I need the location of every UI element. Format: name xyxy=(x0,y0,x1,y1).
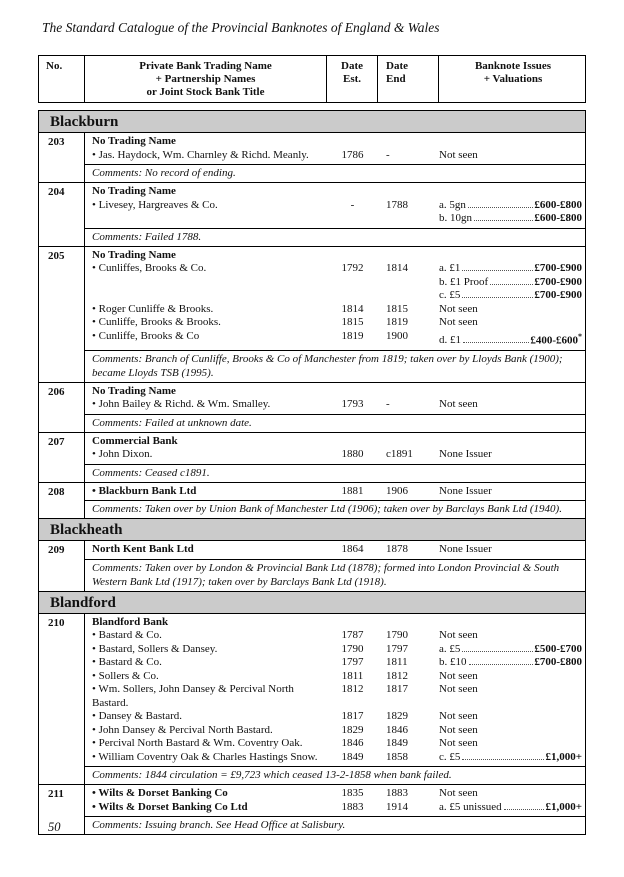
date-established: 1881 xyxy=(341,484,364,497)
entry-main xyxy=(85,541,585,591)
date-established: 1797 xyxy=(341,656,364,669)
partnership-name: • John Bailey & Richd. & Wm. Smalley. xyxy=(92,398,271,411)
partnership-name: • Bastard & Co. xyxy=(92,656,162,669)
valuation-value: £700-£900 xyxy=(534,275,582,288)
entry-line xyxy=(85,435,585,449)
date-established: 1790 xyxy=(341,642,364,655)
valuation-value: £700-£900 xyxy=(534,262,582,274)
dotted-leader xyxy=(462,651,533,652)
partnership-name: • Dansey & Bastard. xyxy=(92,710,182,723)
banknote-issue xyxy=(439,276,587,290)
entry-comments: Comments: Branch of Cunliffe, Brooks & Co of Manchester from 1819; taken over by Lloyds Bank (1900); became Lloyds TSB (1995). xyxy=(85,350,585,382)
entry-line xyxy=(85,316,585,330)
banknote-issue: Not seen xyxy=(439,316,478,328)
date-ended: 1906 xyxy=(386,484,408,497)
entry-line xyxy=(85,385,585,399)
catalogue-body xyxy=(38,110,586,835)
banknote-issue xyxy=(439,751,587,765)
banknote-issue xyxy=(439,289,587,303)
date-established: 1786 xyxy=(341,148,364,161)
date-ended: 1883 xyxy=(386,787,408,800)
header-date-end xyxy=(378,56,439,102)
entry-number: 209 xyxy=(39,541,85,591)
date-ended: 1858 xyxy=(386,750,408,763)
partnership-name: No Trading Name xyxy=(92,248,176,261)
entry-line xyxy=(85,330,585,348)
header-date-end-line1: Date xyxy=(386,60,408,72)
entry-comments: Comments: No record of ending. xyxy=(85,164,585,182)
section-header-blackheath: Blackheath xyxy=(39,519,585,541)
date-established: 1835 xyxy=(341,787,364,800)
partnership-name: North Kent Bank Ltd xyxy=(92,543,194,556)
date-established: 1811 xyxy=(341,669,364,682)
header-date-est-line2: Est. xyxy=(342,73,362,85)
date-ended: 1812 xyxy=(386,669,408,682)
header-banknote-issues xyxy=(439,56,587,102)
header-bank-name-line3: or Joint Stock Bank Title xyxy=(146,86,265,98)
banknote-issue: Not seen xyxy=(439,723,478,736)
entry-main xyxy=(85,183,585,246)
partnership-name: • Jas. Haydock, Wm. Charnley & Richd. Meanly. xyxy=(92,148,309,161)
banknote-issue xyxy=(439,330,587,348)
partnership-name: • Cunliffes, Brooks & Co. xyxy=(92,262,207,274)
header-date-end-line2: End xyxy=(386,73,406,85)
table-row xyxy=(39,383,585,433)
banknote-issue xyxy=(439,199,587,213)
table-row xyxy=(39,785,585,834)
entry-line xyxy=(85,448,585,462)
issue-label: a. £5 unissued xyxy=(439,800,502,813)
partnership-name: • Livesey, Hargreaves & Co. xyxy=(92,198,218,211)
dotted-leader xyxy=(462,270,533,271)
entry-line xyxy=(85,135,585,149)
header-bank-name-line1: Private Bank Trading Name xyxy=(139,60,272,72)
entry-number: 206 xyxy=(39,383,85,432)
entry-line xyxy=(85,724,585,738)
issue-label: a. £1 xyxy=(439,262,461,274)
valuation-value: £600-£800 xyxy=(534,212,582,224)
partnership-name: • Cunliffe, Brooks & Brooks. xyxy=(92,316,221,328)
partnership-name: No Trading Name xyxy=(92,185,176,197)
partnership-name: • Wm. Sollers, John Dansey & Percival North Bastard. xyxy=(92,683,294,709)
banknote-issue xyxy=(439,262,587,276)
date-established: 1819 xyxy=(341,329,364,342)
date-established: 1792 xyxy=(341,262,364,274)
issue-label: b. 10gn xyxy=(439,212,472,224)
entry-comments: Comments: Failed at unknown date. xyxy=(85,414,585,432)
valuation-value: £700-£800 xyxy=(534,656,582,669)
entry-main xyxy=(85,433,585,482)
valuation-value: £600-£800 xyxy=(534,198,582,211)
date-ended: 1819 xyxy=(386,316,408,328)
entry-number: 203 xyxy=(39,133,85,182)
dotted-leader xyxy=(462,759,544,760)
date-ended: c1891 xyxy=(386,448,413,461)
partnership-name: • William Coventry Oak & Charles Hastings Snow. xyxy=(92,750,318,763)
dotted-leader xyxy=(469,664,534,665)
date-established: 1829 xyxy=(341,723,364,736)
banknote-issue xyxy=(439,212,587,226)
header-banknote-issues-line2: + Valuations xyxy=(483,73,543,85)
partnership-name: • Percival North Bastard & Wm. Coventry Oak. xyxy=(92,737,303,750)
date-established: 1880 xyxy=(341,448,364,461)
issue-label: b. £1 Proof xyxy=(439,275,489,288)
date-established: - xyxy=(350,198,355,211)
date-ended: 1900 xyxy=(386,329,408,342)
dotted-leader xyxy=(490,284,533,285)
entry-main xyxy=(85,785,585,834)
table-row xyxy=(39,433,585,483)
date-established: 1815 xyxy=(341,316,364,328)
issue-label: a. £5 xyxy=(439,642,461,655)
date-established: 1814 xyxy=(341,302,364,315)
header-bank-name-line2: + Partnership Names xyxy=(155,73,256,85)
entry-line xyxy=(85,801,585,815)
valuation-value: £700-£900 xyxy=(534,289,582,301)
date-ended: 1814 xyxy=(386,262,408,274)
date-established: 1864 xyxy=(341,543,364,556)
issue-label: d. £1 xyxy=(439,334,461,347)
date-ended: 1790 xyxy=(386,629,408,642)
banknote-issue: None Issuer xyxy=(439,484,492,497)
entry-main xyxy=(85,133,585,182)
entry-comments: Comments: Taken over by London & Provincial Bank Ltd (1878); formed into London Provincial & South Western Bank Ltd (1917); taken over by Barclays Bank Ltd (1918). xyxy=(85,559,585,591)
partnership-name: • Wilts & Dorset Banking Co Ltd xyxy=(92,800,248,813)
date-ended: - xyxy=(386,148,390,161)
date-ended: 1811 xyxy=(386,656,408,669)
dotted-leader xyxy=(463,342,529,343)
date-established: 1846 xyxy=(341,737,364,750)
page-number: 50 xyxy=(48,820,61,834)
partnership-name: • Bastard & Co. xyxy=(92,629,162,642)
valuation-value: £400-£600* xyxy=(530,331,582,347)
partnership-name: No Trading Name xyxy=(92,384,176,397)
partnership-name: No Trading Name xyxy=(92,135,176,147)
header-bank-name xyxy=(85,56,327,102)
entry-comments: Comments: 1844 circulation = £9,723 which ceased 13-2-1858 when bank failed. xyxy=(85,766,585,784)
banknote-issue: Not seen xyxy=(439,398,478,411)
date-established: 1812 xyxy=(341,683,364,696)
valuation-footnote-marker: * xyxy=(578,331,582,341)
banknote-issue: None Issuer xyxy=(439,543,492,556)
section-header-blackburn: Blackburn xyxy=(39,111,585,133)
date-established: 1883 xyxy=(341,800,364,813)
date-ended: 1849 xyxy=(386,737,408,750)
partnership-name: • Sollers & Co. xyxy=(92,669,159,682)
entry-line xyxy=(85,485,585,499)
entry-line xyxy=(85,751,585,765)
date-established: 1849 xyxy=(341,750,364,763)
date-ended: 1815 xyxy=(386,302,408,315)
valuation-value: £500-£700 xyxy=(534,642,582,655)
entry-line xyxy=(85,670,585,684)
banknote-issue: Not seen xyxy=(439,302,478,315)
column-header-table xyxy=(38,55,586,103)
banknote-issue xyxy=(439,656,587,670)
table-row xyxy=(39,247,585,383)
banknote-issue: None Issuer xyxy=(439,448,492,461)
entry-main xyxy=(85,383,585,432)
entry-line xyxy=(85,149,585,163)
table-row xyxy=(39,183,585,247)
entry-number: 204 xyxy=(39,183,85,246)
entry-comments: Comments: Issuing branch. See Head Office at Salisbury. xyxy=(85,816,585,834)
entry-line xyxy=(85,185,585,199)
date-ended: 1846 xyxy=(386,723,408,736)
entry-line xyxy=(85,643,585,657)
header-no: No. xyxy=(39,56,85,102)
entry-main xyxy=(85,614,585,785)
entry-number: 205 xyxy=(39,247,85,382)
entry-line xyxy=(85,710,585,724)
date-established: 1817 xyxy=(341,710,364,723)
entry-line xyxy=(85,249,585,263)
running-title: The Standard Catalogue of the Provincial Banknotes of England & Wales xyxy=(42,20,440,35)
entry-line xyxy=(85,212,585,226)
date-ended: 1878 xyxy=(386,543,408,556)
table-row xyxy=(39,614,585,786)
entry-number: 207 xyxy=(39,433,85,482)
partnership-name: • John Dixon. xyxy=(92,448,153,461)
entry-line xyxy=(85,543,585,557)
date-ended: - xyxy=(386,398,390,411)
banknote-issue: Not seen xyxy=(439,629,478,642)
partnership-name: • Wilts & Dorset Banking Co xyxy=(92,787,228,800)
entry-number: 211 xyxy=(39,785,85,834)
entry-line xyxy=(85,683,585,710)
entry-line xyxy=(85,398,585,412)
entry-line xyxy=(85,303,585,317)
date-established: 1787 xyxy=(341,629,364,642)
table-row xyxy=(39,541,585,592)
table-row xyxy=(39,133,585,183)
entry-comments: Comments: Failed 1788. xyxy=(85,228,585,246)
section-header-blandford: Blandford xyxy=(39,592,585,614)
entry-comments: Comments: Taken over by Union Bank of Manchester Ltd (1906); taken over by Barclays Bank Ltd (1940). xyxy=(85,500,585,518)
banknote-issue: Not seen xyxy=(439,710,478,723)
entry-main xyxy=(85,483,585,519)
banknote-issue: Not seen xyxy=(439,737,478,750)
partnership-name: • Blackburn Bank Ltd xyxy=(92,484,197,497)
entry-number: 210 xyxy=(39,614,85,785)
entry-comments: Comments: Ceased c1891. xyxy=(85,464,585,482)
date-ended: 1829 xyxy=(386,710,408,723)
date-ended: 1797 xyxy=(386,642,408,655)
issue-label: a. 5gn xyxy=(439,198,466,211)
partnership-name: • Bastard, Sollers & Dansey. xyxy=(92,642,218,655)
issue-label: c. £5 xyxy=(439,289,461,301)
entry-line xyxy=(85,289,585,303)
issue-label: b. £10 xyxy=(439,656,467,669)
date-ended: 1788 xyxy=(386,198,408,211)
partnership-name: • John Dansey & Percival North Bastard. xyxy=(92,723,273,736)
header-date-est-line1: Date xyxy=(341,60,363,72)
entry-line xyxy=(85,616,585,630)
dotted-leader xyxy=(504,809,545,810)
table-row xyxy=(39,483,585,520)
header-banknote-issues-line1: Banknote Issues xyxy=(474,60,552,72)
entry-line xyxy=(85,276,585,290)
dotted-leader xyxy=(474,220,533,221)
partnership-name: Blandford Bank xyxy=(92,615,169,628)
banknote-issue: Not seen xyxy=(439,787,478,800)
header-date-est xyxy=(327,56,378,102)
valuation-value: £1,000+ xyxy=(545,800,582,813)
banknote-issue xyxy=(439,801,587,815)
partnership-name: • Roger Cunliffe & Brooks. xyxy=(92,302,214,315)
entry-line xyxy=(85,629,585,643)
banknote-issue xyxy=(439,643,587,657)
valuation-value: £1,000+ xyxy=(545,750,582,763)
issue-label: c. £5 xyxy=(439,750,461,763)
date-ended: 1914 xyxy=(386,800,408,813)
partnership-name: • Cunliffe, Brooks & Co xyxy=(92,329,200,342)
banknote-issue: Not seen xyxy=(439,683,478,696)
banknote-issue: Not seen xyxy=(439,669,478,682)
entry-line xyxy=(85,737,585,751)
banknote-issue: Not seen xyxy=(439,148,478,161)
date-established: 1793 xyxy=(341,398,364,411)
partnership-name: Commercial Bank xyxy=(92,434,178,447)
dotted-leader xyxy=(462,297,533,298)
entry-line xyxy=(85,656,585,670)
entry-line xyxy=(85,199,585,213)
dotted-leader xyxy=(468,207,533,208)
date-ended: 1817 xyxy=(386,683,408,696)
entry-line xyxy=(85,787,585,801)
entry-number: 208 xyxy=(39,483,85,519)
entry-main xyxy=(85,247,585,382)
entry-line xyxy=(85,262,585,276)
